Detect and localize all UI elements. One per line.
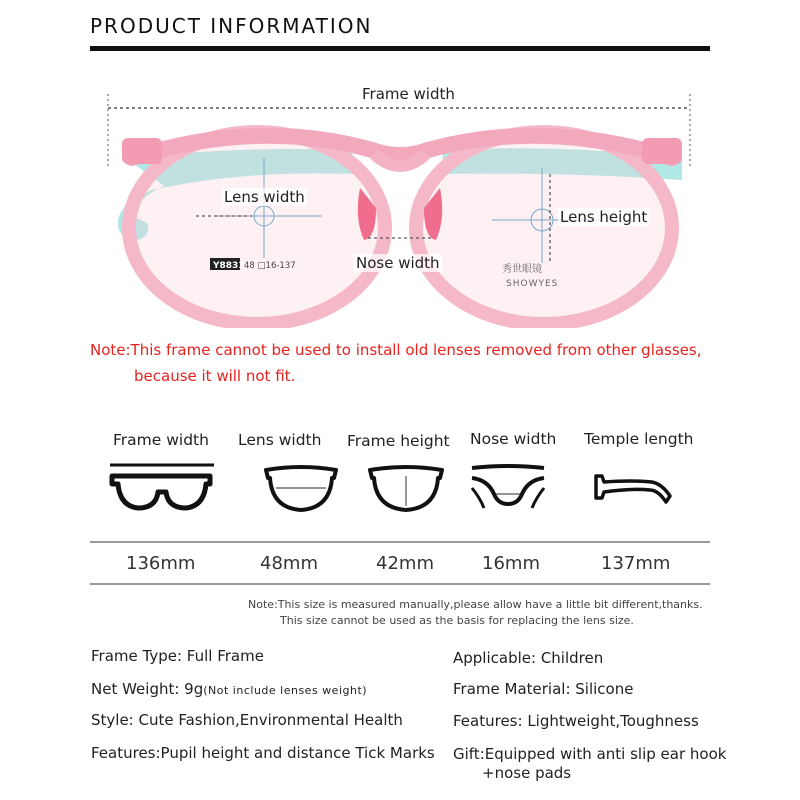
temple-length-glasses-icon (592, 470, 676, 506)
spec-net-weight-note: (Not include lenses weight) (203, 684, 368, 697)
dimension-top-rule (90, 541, 710, 543)
dim-value-lens-width: 48mm (260, 553, 318, 574)
frame-width-glasses-icon (106, 462, 218, 514)
spec-applicable: Applicable: Children (453, 649, 604, 667)
dimension-bottom-rule (90, 583, 710, 585)
nose-width-label: Nose width (356, 254, 440, 272)
frame-width-label: Frame width (362, 85, 455, 103)
dim-label-frame-height: Frame height (347, 432, 450, 450)
lens-height-label: Lens height (560, 208, 648, 226)
spec-frame-type: Frame Type: Full Frame (91, 647, 264, 665)
dim-label-temple-length: Temple length (584, 430, 694, 448)
spec-net-weight-value: Net Weight: 9g (91, 680, 204, 698)
page-title: PRODUCT INFORMATION (90, 14, 373, 38)
dim-value-temple-length: 137mm (601, 553, 671, 574)
dim-label-lens-width: Lens width (238, 431, 322, 449)
dim-value-nose-width: 16mm (482, 553, 540, 574)
title-underline (90, 46, 710, 51)
dim-value-frame-height: 42mm (376, 553, 434, 574)
spec-gift-line1: Gift:Equipped with anti slip ear hook (453, 745, 727, 763)
lens-width-glasses-icon (262, 464, 340, 514)
brand-en: SHOWYES (506, 279, 559, 289)
spec-features-marks: Features:Pupil height and distance Tick Marks (91, 744, 435, 762)
measure-note-line1: Note:This size is measured manually,please allow have a little bit different,thanks. (248, 598, 703, 611)
spec-net-weight (91, 680, 367, 698)
model-size: 48 □16-137 (244, 261, 296, 271)
dim-value-frame-width: 136mm (126, 553, 196, 574)
nose-width-glasses-icon (470, 464, 546, 510)
spec-style: Style: Cute Fashion,Environmental Health (91, 711, 403, 729)
fit-warning-line1: Note:This frame cannot be used to install old lenses removed from other glasses, (90, 341, 702, 359)
spec-frame-material: Frame Material: Silicone (453, 680, 634, 698)
lens-width-label: Lens width (224, 188, 305, 206)
brand-cn: 秀世眼镜 (502, 264, 542, 275)
dim-label-frame-width: Frame width (113, 431, 209, 449)
spec-gift-line2: +nose pads (482, 764, 572, 782)
frame-height-glasses-icon (366, 464, 446, 514)
model-code: Y8831 (213, 261, 245, 271)
measure-note-line2: This size cannot be used as the basis for replacing the lens size. (280, 614, 634, 627)
spec-features-light: Features: Lightweight,Toughness (453, 712, 699, 730)
dim-label-nose-width: Nose width (470, 430, 557, 448)
fit-warning-line2: because it will not fit. (134, 367, 296, 385)
